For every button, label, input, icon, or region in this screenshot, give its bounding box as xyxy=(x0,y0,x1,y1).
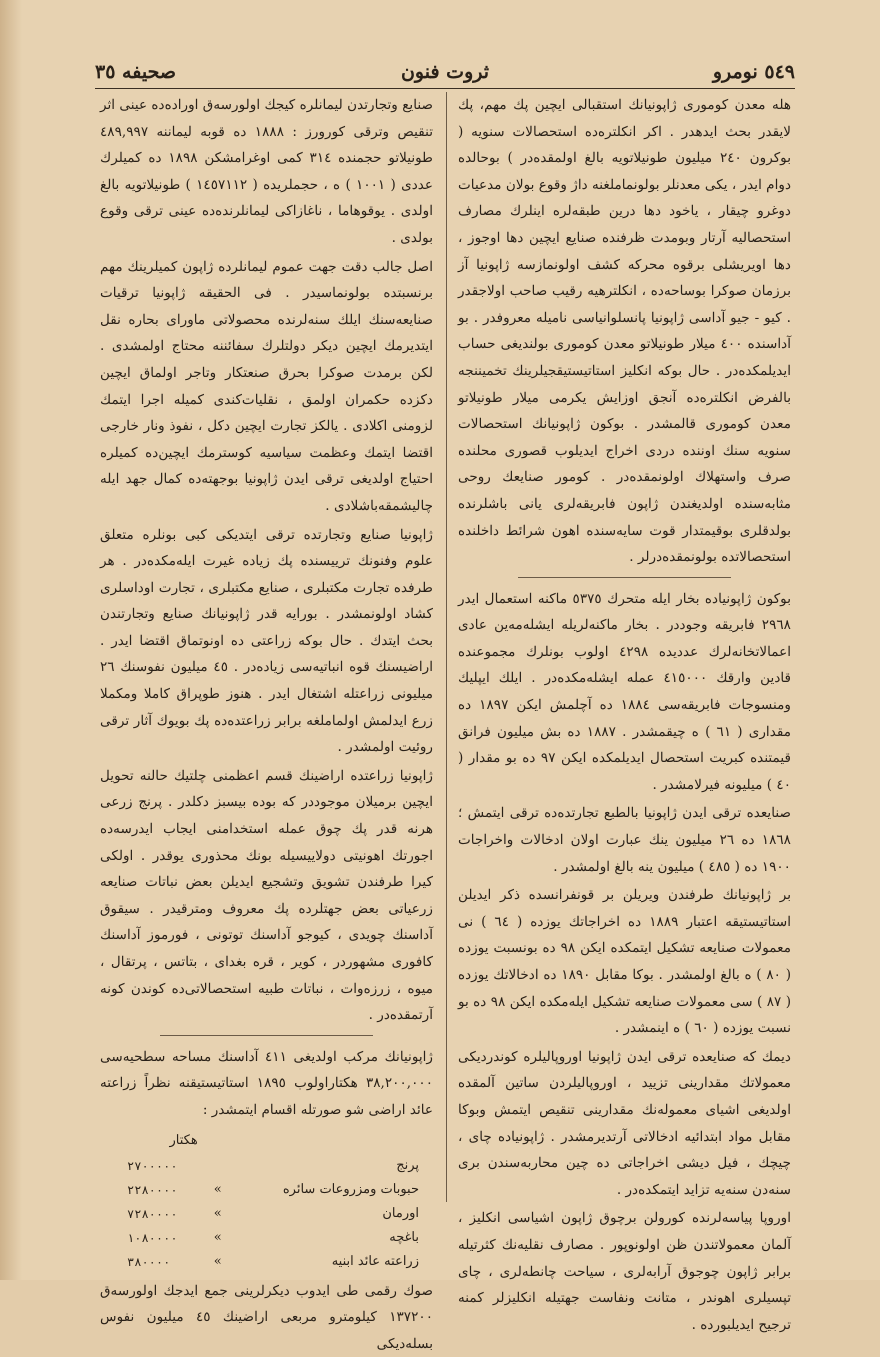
page-number: صحيفه ٣٥ xyxy=(95,61,176,83)
paragraph: ژاپونيانك مركب اولديغى ٤١١ آداسنك مساحه سطحيه‌سى ٣٨,٢٠٠,٠٠٠ هكتاراولوب ١٨٩٥ استاتيستيقنه نظراً زراعته عائد اراضى شو صورتله اقسام ايتمشدر : xyxy=(100,1048,433,1118)
row-value: ٢٧٠٠٠٠٠ xyxy=(127,1158,178,1173)
page-header xyxy=(95,58,795,88)
row-ditto: » xyxy=(213,1205,222,1221)
paragraph: صنايع وتجارتدن ليمانلره كيجك اولورسه‌ق اوراده‌ده عينى اثر تنقيص وترقى كورورز : ١٨٨٨ ده قوبه ليماننه ٤٨٩,٩٩٧ طونيلاتو حجمنده ٣١٤ كمى اوغرامشكن ١٨٩٨ ده كميلرك عددى ( ١٠٠١ ) ه ، حجملريده ( ١٤٥٧١١٢ ) طونيلاتويه بالغ اولدى . يوقوهاما ، ناغازاكى ليمانلرنده‌ده عينى ترقى وقوع بولدى . xyxy=(100,97,434,246)
row-label: باغچه xyxy=(389,1229,419,1245)
paragraph: اصل جالب دقت جهت عموم ليمانلرده ژاپون كميلرينك مهم برنسبتده بولونماسيدر . فى الحقيقه ژاپونيا ترقيات صنايعه‌سنك ايلك سنه‌لرنده محصولاتى ماوراى بحاره نقل ايتديرمك ايچين ديكر دولتلرك سفائننه محتاج اولمشدى . لكن برمدت صوكرا بحرق صنعتكار وتاجر اولماق ايچين دكزده حكمران اولمق ، نقليات‌كندى كميله اجرا ايتمك لزومنى اكلادى . يالكز تجارت ايچين دكل ، نفوذ ونار خارجى اقتضا ايتمك وعظمت سياسيه كوسترمك ايچين‌ده كميلره احتياج اولديغى ترقى ايدن ژاپونيا بوجهته‌ده كمال جهد ايله چاليشمقه‌باشلادى . xyxy=(100,258,433,514)
row-ditto: » xyxy=(213,1181,222,1197)
row-ditto xyxy=(199,1154,237,1178)
row-ditto: » xyxy=(213,1229,222,1245)
table-row xyxy=(123,1202,423,1226)
table-header-row xyxy=(123,1128,423,1154)
paragraph: صنايعده ترقى ايدن ژاپونيا بالطبع تجارتده‌ده ترقى ايتمش ؛ ١٨٦٨ ده ٢٦ ميليون ينك عبارت اولان ادخالات واخراجات ١٩٠٠ ده ( ٤٨٥ ) ميليون ينه بالغ اولمشدر . xyxy=(458,805,791,875)
row-label: پرنج xyxy=(396,1157,419,1173)
paragraph: صوك رقمى طى ايدوب ديكرلرينى جمع ايدجك اولورسه‌ق ١٣٧٢٠٠ كيلومترو مربعى اراضينك ٤٥ ميليون نفوس بسله‌ديكى xyxy=(100,1282,433,1352)
paragraph: ژاپونيا زراعتده اراضينك قسم اعظمنى چلتيك حالنه تحويل ايچين برميلان موجوددر كه بوده بيسبز دكلدر . پرنج زرعى هرنه قدر پك چوق عمله استخدامنى ايجاب ايدرسه‌ده اجورتك اهونيتى دولاييسيله بونك محذورى يوقدر . اولكى كيرا طرفندن تشويق وتشجيع ايديلن بعض نباتات صنايعه زرعياتى بعض جهتلرده پك معروف ومترقيدر . سيقوق آداسنك چويدى ، كيوجو آداسنك توتونى ، فورموز آداسنك كافورى مشهوردر ، كوير ، قره بغداى ، بتاتس ، پرتقال ، ميوه ، زرزه‌وات ، نباتات طبيه استحصالاتى‌ده كوندن كونه آرتمقده‌در . xyxy=(100,767,433,1024)
table-header-label xyxy=(237,1128,423,1154)
right-column xyxy=(458,92,791,1338)
left-column xyxy=(100,92,433,1357)
table-row xyxy=(123,1154,423,1178)
row-ditto: » xyxy=(213,1253,222,1269)
table-header-ditto xyxy=(199,1128,237,1154)
row-value: ٧٢٨٠٠٠٠ xyxy=(127,1206,178,1221)
row-value: ١٠٨٠٠٠٠ xyxy=(127,1230,178,1245)
row-label: حبوبات ومزروعات سائره xyxy=(282,1181,419,1197)
header-rule xyxy=(95,88,795,89)
paragraph: ديمك كه صنايعده ترقى ايدن ژاپونيا اوروپاليلره كوندرديكى معمولاتك مقدارينى تزييد ، اوروپاليلردن ساتين آلمقده اولديغى اشياى معموله‌نك مقدارينى تنقيص ايتمش وبوكا مقابل مواد ابتدائيه ادخالاتى آرتديرمشدر . ژاپونياده چاى ، چيچك ، فيل ديشى اخراجاتى ده چين محاربه‌سندن برى سنه‌دن سنه‌يه تزايد ايتمكده‌در . xyxy=(458,1048,791,1198)
paragraph: بر ژاپونيانك طرفندن ويريلن بر قونفرانسده ذكر ايديلن استاتيستيقه اعتبار ١٨٨٩ ده اخراجاتك يوزده ( ٦٤ ) نى معمولات صنايعه تشكيل ايتمكده ايكن ٩٨ ده بونسبت يوزده ( ٨٠ ) ه بالغ اولمشدر . بوكا مقابل ١٨٩٠ ده ادخالاتك يوزده ( ٨٧ ) سى معمولات صنايعه تشكيل ايله‌مكده ايكن ٩٨ ده بو نسبت يوزده ( ٦٠ ) ه اينمشدر . xyxy=(458,887,792,1037)
publication-title: ثروت فنون xyxy=(400,61,490,83)
paragraph: بوكون ژاپونياده بخار ايله متحرك ٥٣٧٥ ماكنه استعمال ايدر ٢٩٦٨ فابريقه وجوددر . بخار ماكنه‌لريله ايشله‌مه‌ين عادى اعمالاتخانه‌لرك عدديده ٤٢٩٨ اولوب بونلرك مجموعنده قادين وارقك ٤١٥٠٠٠ عمله ايشله‌مكده‌در . ايلك ايپليك ومنسوجات فابريقه‌سى ١٨٨٤ ده آچلمش ايكن ١٨٩٧ ده مقدارى ( ٦١ ) ه چيقمشدر . ١٨٨٧ ده بش ميليون فرانق قيمتنده كبريت استحصال ايديلمكده ايكن ٩٧ ده بو مقدار ( ٤٠ ) ميليونه فيرلامشدر . xyxy=(458,590,792,793)
paragraph: اوروپا پياسه‌لرنده كورولن برچوق ژاپون اشياسى انكليز ، آلمان معمولاتندن ظن اولونوپور . مصارف نقليه‌نك كثرتيله برابر ژاپون چوجوق آرابه‌لرى ، سياحت چانطه‌لرى ، چاى تپسيلرى اهوندر ، متانت ونفاست جهتيله انكليزلر كمنه ترجيح ايديلبورده . xyxy=(458,1210,791,1333)
section-divider xyxy=(160,1035,373,1036)
paragraph: هله معدن كومورى ژاپونيانك استقبالى ايچين پك مهم، پك لايقدر بحث ايدهدر . اكر انكلتره‌ده استحصالات سنويه ( بوكرون ٢٤٠ ميليون طونيلاتويه بالغ اولمقده‌در ) بوحالده دوام ايدر ، يكى معدنلر بولونماملغنه داژ وقوع بولان مدعيات دوغرو چيقار ، ياخود دها درين طبقه‌لره اينلرك مصارف استحصاليه آرتار وبومدت ظرفنده صنايع ايچين دها اوجوز ، دها اويريشلى برقوه محركه كشف اولونمازسه ژاپونيا آز برزمان صوكرا بوساحه‌ده ، انكلترهيه رقيب صاحب اولاجقدر . كيو - جيو آداسى ژاپونيا پانسلوانياسى ناميله معروفدر . بو آداسنده ٤٠٠ ميلار طونيلاتو معدن كومورى بولنديغى حساب ايديلمكده‌در . حال بوكه انكليز استاتيستيقجيلرينك تخميننجه بالفرض انكلتره‌ده آنجق اوزايش يكرمى ميلار طونيلاتو معدن كومورى قالمشدر . بوكون ژاپونيانك استحصالات سنويه سنك اوننده دردى اخراج ايديلوب قصورى محلنده صرف واستهلاك اولونمقده‌در . كومور صنايعك روحى مثابه‌سنده اولديغندن ژاپون فابريقه‌لرى يانى باشلرنده بولدقلرى بوقيمتدار قوت سايه‌سنده اهون شرائط داخلنده استحصالاتده بولونمقده‌درلر . xyxy=(458,97,791,566)
paragraph: ژاپونيا صنايع وتجارتده ترقى ايتديكى كبى بونلره متعلق علوم وفنونك ترييسنده پك زياده غيرت ايله‌مكده‌در . هر طرفده تجارت مكتبلرى ، صنايع مكتبلرى ، تجارت اوداسلرى كشاد اولونمشدر . بورايه قدر ژاپونيانك صنايع وتجارتندن بحث ايتدك . حال بوكه زراعتى ده اونوتماق اقتضا ايدر . اراضيسنك قوه انباتيه‌سى زياده‌در . ٤٥ ميليون نفوسنك ٢٦ ميليونى زراعتله اشتغال ايدر . هنوز طوپراق كاملا ومكملا زرع ايدلمش اولماملغه برابر زراعتده‌ده پك بويوك آثار ترقى روئيت اولمشدر . xyxy=(100,526,433,756)
table-row xyxy=(123,1226,423,1250)
table-row xyxy=(123,1178,423,1202)
row-value: ٣٨٠٠٠٠ xyxy=(127,1254,171,1269)
table-header-unit: هكتار xyxy=(169,1132,198,1148)
issue-number: ٥٤٩ نومرو xyxy=(712,61,795,83)
row-label: اورمان xyxy=(382,1205,419,1221)
row-label: زراعته عائد ابنيه xyxy=(331,1253,419,1269)
section-divider xyxy=(518,577,731,578)
table-row xyxy=(123,1250,423,1274)
column-separator xyxy=(446,92,447,1202)
land-use-table xyxy=(123,1128,423,1274)
row-value: ٢٢٨٠٠٠٠ xyxy=(127,1182,178,1197)
page-edge-shadow xyxy=(0,0,22,1280)
